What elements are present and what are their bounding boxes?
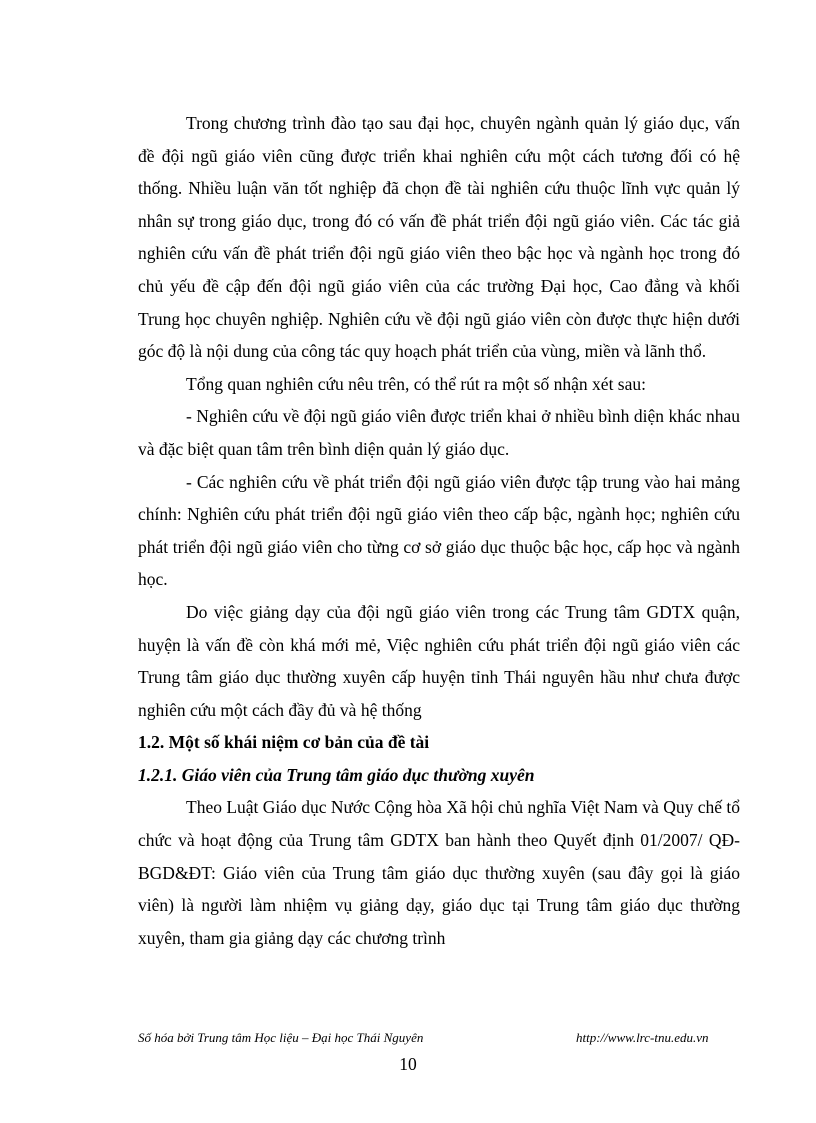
page-number: 10: [399, 1054, 417, 1074]
footer-url[interactable]: http://www.lrc-tnu.edu.vn: [576, 1030, 709, 1045]
paragraph-gdtx-conclusion: Do việc giảng dạy của đội ngũ giáo viên trong các Trung tâm GDTX quận, huyện là vấn đề còn khá mới mẻ, Việc nghiên cứu phát triển đội ngũ giáo viên các Trung tâm giáo dục thường xuyên cấp huyện tỉnh Thái nguyên hầu như chưa được nghiên cứu một cách đầy đủ và hệ thống: [138, 601, 740, 720]
paragraph-summary-intro: Tổng quan nghiên cứu nêu trên, có thể rút ra một số nhận xét sau:: [186, 373, 646, 394]
paragraph-observation-2: - Các nghiên cứu về phát triển đội ngũ giáo viên được tập trung vào hai mảng chính: Nghiên cứu phát triển đội ngũ giáo viên theo cấp bậc, ngành học; nghiên cứu phát triển đội ngũ giáo viên cho từng cơ sở giáo dục thuộc bậc học, cấp học và ngành học.: [138, 471, 740, 590]
paragraph-teacher-definition: Theo Luật Giáo dục Nước Cộng hòa Xã hội chủ nghĩa Việt Nam và Quy chế tổ chức và hoạt động của Trung tâm GDTX ban hành theo Quyết định 01/2007/ QĐ-BGD&ĐT: Giáo viên của Trung tâm giáo dục thường xuyên (sau đây gọi là giáo viên) là người làm nhiệm vụ giảng dạy, giáo dục tại Trung tâm giáo dục thường xuyên, tham gia giảng dạy các chương trình: [138, 797, 740, 948]
footer-source-text: Số hóa bởi Trung tâm Học liệu – Đại học Thái Nguyên: [138, 1030, 424, 1045]
page-body: [138, 107, 740, 954]
paragraph-research-overview: Trong chương trình đào tạo sau đại học, chuyên ngành quản lý giáo dục, vấn đề đội ngũ giáo viên cũng được triển khai nghiên cứu một cách tương đối có hệ thống. Nhiều luận văn tốt nghiệp đã chọn đề tài nghiên cứu thuộc lĩnh vực quản lý nhân sự trong giáo dục, trong đó có vấn đề phát triển đội ngũ giáo viên. Các tác giả nghiên cứu vấn đề phát triển đội ngũ giáo viên theo bậc học và ngành học trong đó chủ yếu đề cập đến đội ngũ giáo viên của các trường Đại học, Cao đẳng và khối Trung học chuyên nghiệp. Nghiên cứu về đội ngũ giáo viên còn được thực hiện dưới góc độ là nội dung của công tác quy hoạch phát triển của vùng, miền và lãnh thổ.: [138, 113, 740, 362]
paragraph-observation-1: - Nghiên cứu về đội ngũ giáo viên được triển khai ở nhiều bình diện khác nhau và đặc biệt quan tâm trên bình diện quản lý giáo dục.: [138, 406, 740, 459]
section-heading: 1.2. Một số khái niệm cơ bản của đề tài: [138, 732, 430, 753]
subsection-heading: 1.2.1. Giáo viên của Trung tâm giáo dục thường xuyên: [138, 764, 535, 785]
